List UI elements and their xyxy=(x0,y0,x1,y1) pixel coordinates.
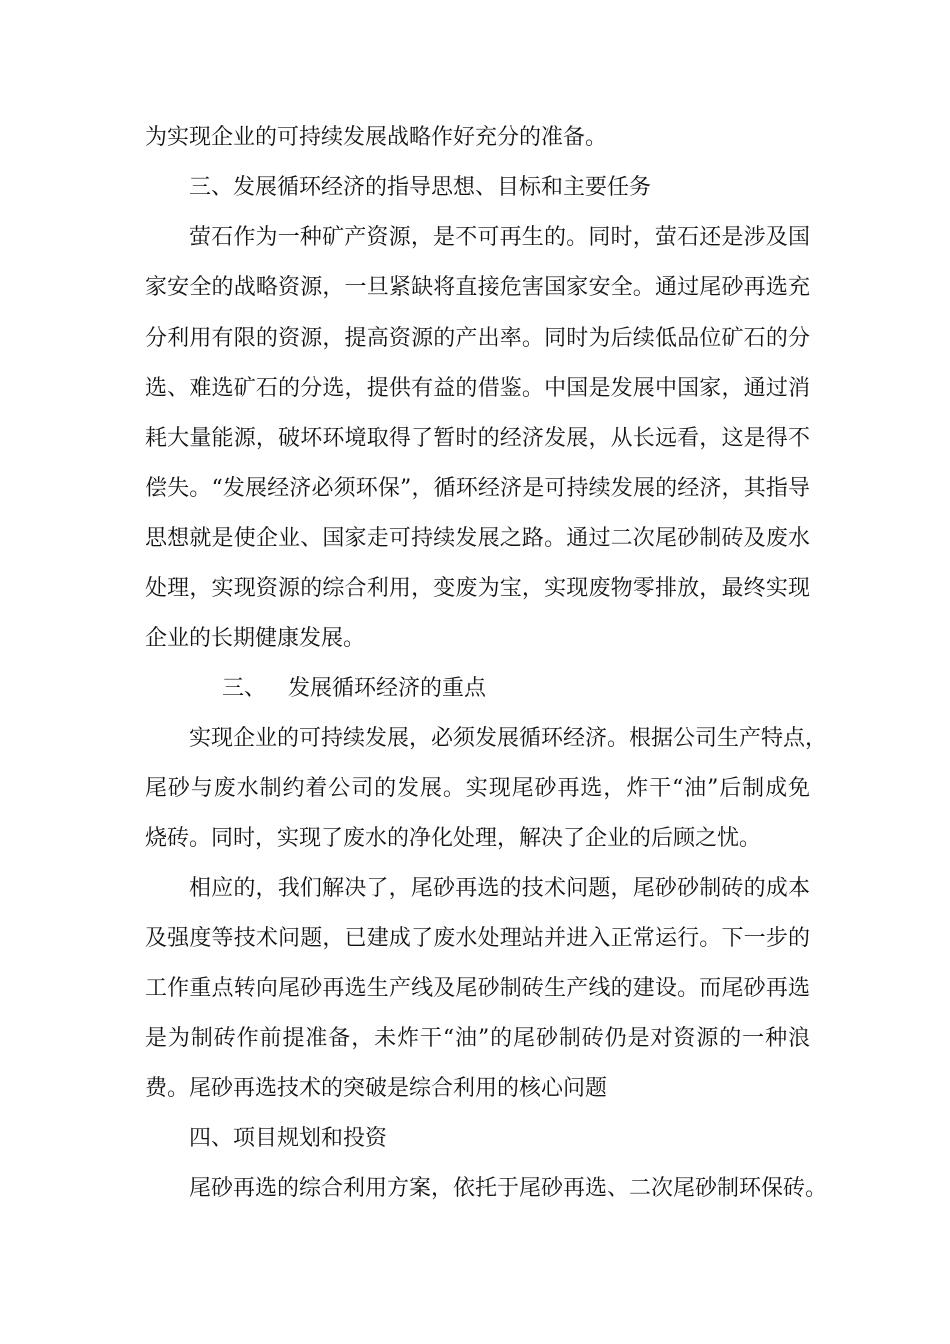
paragraph-line: 耗大量能源，破坏环境取得了暂时的经济发展，从长远看，这是得不 xyxy=(145,426,810,451)
paragraph-line: 分利用有限的资源，提高资源的产出率。同时为后续低品位矿石的分 xyxy=(145,326,810,351)
paragraph-line: 尾砂与废水制约着公司的发展。实现尾砂再选，炸干“油”后制成免 xyxy=(145,776,810,801)
paragraph-line: 及强度等技术问题，已建成了废水处理站并进入正常运行。下一步的 xyxy=(145,926,810,951)
paragraph-line: 家安全的战略资源，一旦紧缺将直接危害国家安全。通过尾砂再选充 xyxy=(145,275,810,300)
paragraph-line: 处理，实现资源的综合利用，变废为宝，实现废物零排放，最终实现 xyxy=(145,576,810,601)
paragraph-line: 偿失。“发展经济必须环保”，循环经济是可持续发展的经济，其指导 xyxy=(145,476,810,501)
heading-title: 发展循环经济的重点 xyxy=(288,676,487,701)
section-heading-focus xyxy=(222,674,810,704)
paragraph-line: 为实现企业的可持续发展战略作好充分的准备。 xyxy=(145,125,608,150)
paragraph-line: 烧砖。同时，实现了废水的净化处理，解决了企业的后顾之忧。 xyxy=(145,826,762,851)
paragraph-line: 实现企业的可持续发展，必须发展循环经济。根据公司生产特点， xyxy=(189,726,828,751)
section-heading: 四、项目规划和投资 xyxy=(189,1126,388,1151)
paragraph-line: 思想就是使企业、国家走可持续发展之路。通过二次尾砂制砖及废水 xyxy=(145,526,810,551)
paragraph-line: 费。尾砂再选技术的突破是综合利用的核心问题 xyxy=(145,1076,608,1101)
paragraph-line: 工作重点转向尾砂再选生产线及尾砂制砖生产线的建设。而尾砂再选 xyxy=(145,976,810,1001)
paragraph-line: 是为制砖作前提准备，未炸干“油”的尾砂制砖仍是对资源的一种浪 xyxy=(145,1026,810,1051)
paragraph-line: 选、难选矿石的分选，提供有益的借鉴。中国是发展中国家，通过消 xyxy=(145,376,810,401)
paragraph-line: 相应的，我们解决了，尾砂再选的技术问题，尾砂砂制砖的成本 xyxy=(189,876,810,901)
section-heading: 三、发展循环经济的指导思想、目标和主要任务 xyxy=(189,175,652,200)
paragraph-line: 尾砂再选的综合利用方案，依托于尾砂再选、二次尾砂制环保砖。 xyxy=(189,1176,828,1201)
paragraph-line: 萤石作为一种矿产资源，是不可再生的。同时，萤石还是涉及国 xyxy=(189,225,810,250)
paragraph-line: 企业的长期健康发展。 xyxy=(145,626,366,651)
heading-number: 三、 xyxy=(222,676,267,701)
